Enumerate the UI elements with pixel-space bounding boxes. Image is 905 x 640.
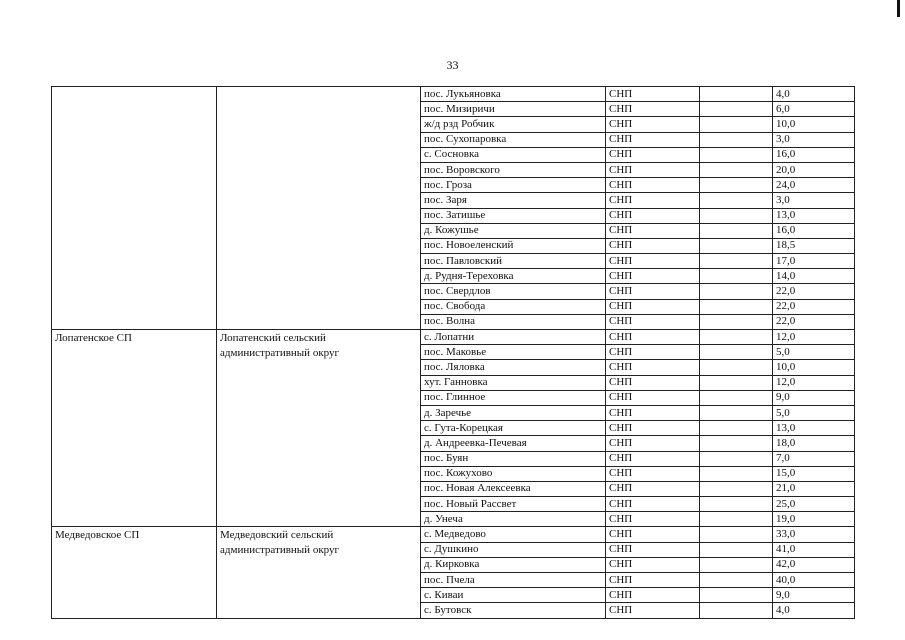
- page-edge-mark: [897, 0, 900, 17]
- distance-cell: 22,0: [773, 314, 855, 329]
- place-name-cell: пос. Ляловка: [421, 360, 606, 375]
- distance-cell: 42,0: [773, 557, 855, 572]
- place-name-cell: пос. Пчела: [421, 573, 606, 588]
- blank-cell: [700, 132, 773, 147]
- place-name-cell: пос. Маковье: [421, 345, 606, 360]
- place-type-cell: СНП: [606, 208, 700, 223]
- distance-cell: 22,0: [773, 284, 855, 299]
- distance-cell: 24,0: [773, 178, 855, 193]
- district-name-cell: Лопатенский сельский административный округ: [217, 330, 421, 527]
- place-type-cell: СНП: [606, 284, 700, 299]
- distance-cell: 3,0: [773, 193, 855, 208]
- place-type-cell: СНП: [606, 254, 700, 269]
- blank-cell: [700, 481, 773, 496]
- blank-cell: [700, 557, 773, 572]
- distance-cell: 3,0: [773, 132, 855, 147]
- place-type-cell: СНП: [606, 466, 700, 481]
- place-name-cell: с. Бутовск: [421, 603, 606, 618]
- blank-cell: [700, 147, 773, 162]
- place-type-cell: СНП: [606, 117, 700, 132]
- distance-cell: 41,0: [773, 542, 855, 557]
- distance-cell: 14,0: [773, 269, 855, 284]
- blank-cell: [700, 512, 773, 527]
- place-name-cell: пос. Лукьяновка: [421, 87, 606, 102]
- place-name-cell: пос. Воровского: [421, 162, 606, 177]
- place-type-cell: СНП: [606, 527, 700, 542]
- place-name-cell: пос. Павловский: [421, 254, 606, 269]
- place-name-cell: пос. Сухопаровка: [421, 132, 606, 147]
- place-name-cell: пос. Затишье: [421, 208, 606, 223]
- place-name-cell: пос. Заря: [421, 193, 606, 208]
- place-type-cell: СНП: [606, 299, 700, 314]
- blank-cell: [700, 573, 773, 588]
- distance-cell: 20,0: [773, 162, 855, 177]
- place-type-cell: СНП: [606, 497, 700, 512]
- blank-cell: [700, 375, 773, 390]
- distance-cell: 16,0: [773, 223, 855, 238]
- blank-cell: [700, 223, 773, 238]
- settlement-name-cell: Лопатенское СП: [52, 330, 217, 527]
- blank-cell: [700, 405, 773, 420]
- table-row: [52, 527, 855, 542]
- blank-cell: [700, 208, 773, 223]
- place-type-cell: СНП: [606, 588, 700, 603]
- place-name-cell: пос. Новоеленский: [421, 238, 606, 253]
- place-type-cell: СНП: [606, 238, 700, 253]
- place-name-cell: пос. Свердлов: [421, 284, 606, 299]
- place-type-cell: СНП: [606, 542, 700, 557]
- blank-cell: [700, 360, 773, 375]
- table-row: [52, 87, 855, 102]
- settlement-name-cell: [52, 87, 217, 330]
- place-type-cell: СНП: [606, 269, 700, 284]
- distance-cell: 13,0: [773, 208, 855, 223]
- distance-cell: 18,0: [773, 436, 855, 451]
- place-type-cell: СНП: [606, 178, 700, 193]
- distance-cell: 12,0: [773, 375, 855, 390]
- blank-cell: [700, 542, 773, 557]
- place-type-cell: СНП: [606, 314, 700, 329]
- place-type-cell: СНП: [606, 405, 700, 420]
- place-type-cell: СНП: [606, 162, 700, 177]
- place-type-cell: СНП: [606, 132, 700, 147]
- distance-cell: 10,0: [773, 360, 855, 375]
- settlements-table: [51, 86, 855, 619]
- place-name-cell: пос. Свобода: [421, 299, 606, 314]
- place-name-cell: д. Заречье: [421, 405, 606, 420]
- place-type-cell: СНП: [606, 512, 700, 527]
- blank-cell: [700, 345, 773, 360]
- blank-cell: [700, 451, 773, 466]
- blank-cell: [700, 193, 773, 208]
- settlement-name-cell: Медведовское СП: [52, 527, 217, 618]
- distance-cell: 6,0: [773, 102, 855, 117]
- place-name-cell: пос. Новый Рассвет: [421, 497, 606, 512]
- place-type-cell: СНП: [606, 330, 700, 345]
- distance-cell: 5,0: [773, 405, 855, 420]
- place-name-cell: пос. Гроза: [421, 178, 606, 193]
- blank-cell: [700, 162, 773, 177]
- place-type-cell: СНП: [606, 147, 700, 162]
- blank-cell: [700, 436, 773, 451]
- place-name-cell: пос. Глинное: [421, 390, 606, 405]
- blank-cell: [700, 588, 773, 603]
- blank-cell: [700, 314, 773, 329]
- distance-cell: 7,0: [773, 451, 855, 466]
- place-name-cell: с. Медведово: [421, 527, 606, 542]
- blank-cell: [700, 87, 773, 102]
- distance-cell: 4,0: [773, 87, 855, 102]
- distance-cell: 12,0: [773, 330, 855, 345]
- blank-cell: [700, 102, 773, 117]
- place-name-cell: д. Кирковка: [421, 557, 606, 572]
- distance-cell: 10,0: [773, 117, 855, 132]
- place-name-cell: с. Душкино: [421, 542, 606, 557]
- place-name-cell: хут. Ганновка: [421, 375, 606, 390]
- place-name-cell: пос. Кожухово: [421, 466, 606, 481]
- district-name-cell: Медведовский сельский административный округ: [217, 527, 421, 618]
- place-type-cell: СНП: [606, 603, 700, 618]
- place-name-cell: пос. Мизиричи: [421, 102, 606, 117]
- distance-cell: 9,0: [773, 588, 855, 603]
- place-type-cell: СНП: [606, 436, 700, 451]
- place-type-cell: СНП: [606, 345, 700, 360]
- place-type-cell: СНП: [606, 451, 700, 466]
- distance-cell: 13,0: [773, 421, 855, 436]
- distance-cell: 16,0: [773, 147, 855, 162]
- place-name-cell: д. Андреевка-Печевая: [421, 436, 606, 451]
- distance-cell: 21,0: [773, 481, 855, 496]
- place-name-cell: с. Гута-Корецкая: [421, 421, 606, 436]
- place-type-cell: СНП: [606, 193, 700, 208]
- blank-cell: [700, 238, 773, 253]
- place-type-cell: СНП: [606, 375, 700, 390]
- blank-cell: [700, 284, 773, 299]
- page-number: 33: [446, 58, 459, 72]
- distance-cell: 4,0: [773, 603, 855, 618]
- blank-cell: [700, 117, 773, 132]
- distance-cell: 15,0: [773, 466, 855, 481]
- blank-cell: [700, 421, 773, 436]
- place-type-cell: СНП: [606, 223, 700, 238]
- place-name-cell: д. Кожушье: [421, 223, 606, 238]
- place-type-cell: СНП: [606, 390, 700, 405]
- place-name-cell: с. Лопатни: [421, 330, 606, 345]
- blank-cell: [700, 527, 773, 542]
- place-type-cell: СНП: [606, 421, 700, 436]
- place-type-cell: СНП: [606, 102, 700, 117]
- place-name-cell: д. Рудня-Тереховка: [421, 269, 606, 284]
- blank-cell: [700, 330, 773, 345]
- place-name-cell: ж/д рзд Робчик: [421, 117, 606, 132]
- distance-cell: 18,5: [773, 238, 855, 253]
- table-row: [52, 330, 855, 345]
- place-name-cell: д. Унеча: [421, 512, 606, 527]
- distance-cell: 5,0: [773, 345, 855, 360]
- distance-cell: 17,0: [773, 254, 855, 269]
- place-type-cell: СНП: [606, 87, 700, 102]
- place-name-cell: пос. Новая Алексеевка: [421, 481, 606, 496]
- place-type-cell: СНП: [606, 573, 700, 588]
- place-name-cell: пос. Волна: [421, 314, 606, 329]
- blank-cell: [700, 299, 773, 314]
- blank-cell: [700, 466, 773, 481]
- blank-cell: [700, 497, 773, 512]
- place-name-cell: пос. Буян: [421, 451, 606, 466]
- distance-cell: 33,0: [773, 527, 855, 542]
- place-type-cell: СНП: [606, 360, 700, 375]
- place-type-cell: СНП: [606, 557, 700, 572]
- distance-cell: 40,0: [773, 573, 855, 588]
- distance-cell: 22,0: [773, 299, 855, 314]
- blank-cell: [700, 603, 773, 618]
- place-name-cell: с. Киваи: [421, 588, 606, 603]
- blank-cell: [700, 269, 773, 284]
- distance-cell: 19,0: [773, 512, 855, 527]
- settlements-table-body: [52, 87, 855, 619]
- place-name-cell: с. Сосновка: [421, 147, 606, 162]
- distance-cell: 9,0: [773, 390, 855, 405]
- blank-cell: [700, 390, 773, 405]
- place-type-cell: СНП: [606, 481, 700, 496]
- blank-cell: [700, 254, 773, 269]
- distance-cell: 25,0: [773, 497, 855, 512]
- district-name-cell: [217, 87, 421, 330]
- blank-cell: [700, 178, 773, 193]
